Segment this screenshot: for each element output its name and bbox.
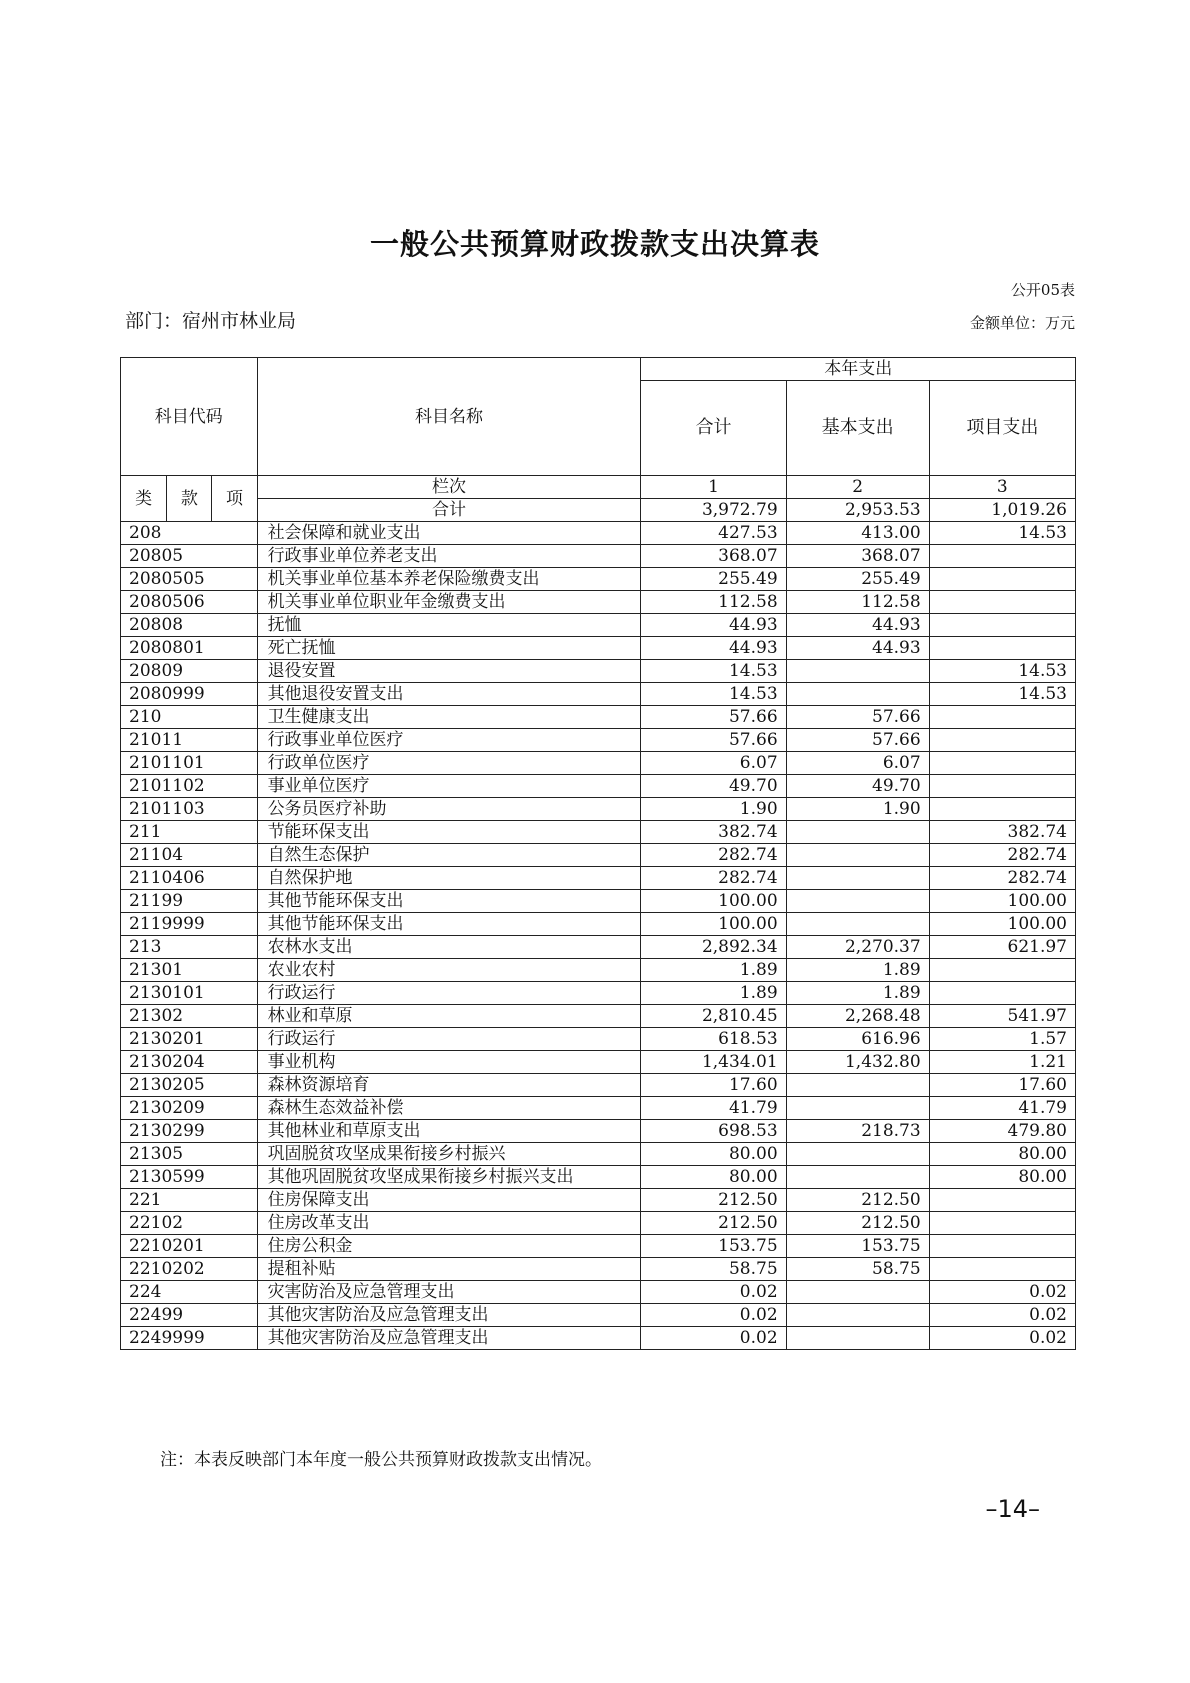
row-code: 221 [121,1189,258,1212]
row-total: 0.02 [641,1281,786,1304]
row-total: 0.02 [641,1304,786,1327]
row-name: 其他巩固脱贫攻坚成果衔接乡村振兴支出 [257,1166,641,1189]
row-total: 698.53 [641,1120,786,1143]
row-project: 282.74 [929,844,1075,867]
row-name: 其他节能环保支出 [257,890,641,913]
row-name: 行政事业单位养老支出 [257,545,641,568]
row-code: 2080506 [121,591,258,614]
table-row [121,729,1076,752]
row-name: 农业农村 [257,959,641,982]
row-total: 618.53 [641,1028,786,1051]
table-row [121,867,1076,890]
row-project: 0.02 [929,1304,1075,1327]
table-row [121,1120,1076,1143]
table-row [121,522,1076,545]
row-project [929,1189,1075,1212]
header-column-order: 栏次 [257,476,641,499]
table-row [121,1327,1076,1350]
row-code: 2210201 [121,1235,258,1258]
row-basic: 2,270.37 [786,936,929,959]
table-row [121,844,1076,867]
row-basic [786,890,929,913]
header-basic: 基本支出 [786,381,929,476]
header-current-year: 本年支出 [641,358,1076,381]
row-total: 212.50 [641,1212,786,1235]
row-project [929,1235,1075,1258]
table-row [121,1304,1076,1327]
row-basic [786,660,929,683]
row-code: 2210202 [121,1258,258,1281]
table-row [121,775,1076,798]
row-name: 其他节能环保支出 [257,913,641,936]
row-basic: 153.75 [786,1235,929,1258]
row-code: 2110406 [121,867,258,890]
row-code: 2130599 [121,1166,258,1189]
table-row [121,545,1076,568]
row-basic: 58.75 [786,1258,929,1281]
table-row [121,1281,1076,1304]
row-basic: 6.07 [786,752,929,775]
row-total: 112.58 [641,591,786,614]
row-code: 2249999 [121,1327,258,1350]
header-project: 项目支出 [929,381,1075,476]
row-basic: 1.89 [786,959,929,982]
row-total: 44.93 [641,614,786,637]
row-name: 住房公积金 [257,1235,641,1258]
header-subject-name: 科目名称 [257,358,641,476]
row-name: 抚恤 [257,614,641,637]
row-project [929,545,1075,568]
row-total: 100.00 [641,890,786,913]
row-project: 14.53 [929,522,1075,545]
table-row [121,1074,1076,1097]
row-project: 0.02 [929,1327,1075,1350]
row-name: 住房保障支出 [257,1189,641,1212]
row-basic: 368.07 [786,545,929,568]
row-code: 2101102 [121,775,258,798]
row-basic [786,1143,929,1166]
row-name: 森林资源培育 [257,1074,641,1097]
row-total: 1,434.01 [641,1051,786,1074]
row-code: 21104 [121,844,258,867]
row-name: 其他退役安置支出 [257,683,641,706]
row-total: 153.75 [641,1235,786,1258]
row-basic [786,1074,929,1097]
page-title: 一般公共预算财政拨款支出决算表 [369,227,820,261]
header-col3: 3 [929,476,1075,499]
table-row [121,1258,1076,1281]
row-basic [786,844,929,867]
row-total: 6.07 [641,752,786,775]
row-name: 退役安置 [257,660,641,683]
row-basic: 112.58 [786,591,929,614]
row-code: 2130299 [121,1120,258,1143]
row-total: 80.00 [641,1143,786,1166]
row-code: 2130205 [121,1074,258,1097]
total-row-basic: 2,953.53 [786,499,929,522]
row-basic [786,1281,929,1304]
table-row [121,614,1076,637]
row-total: 57.66 [641,706,786,729]
row-total: 282.74 [641,867,786,890]
row-name: 提租补贴 [257,1258,641,1281]
row-code: 21011 [121,729,258,752]
row-basic [786,913,929,936]
row-project: 0.02 [929,1281,1075,1304]
row-project: 382.74 [929,821,1075,844]
row-project: 17.60 [929,1074,1075,1097]
page-number: –14– [985,1495,1040,1523]
row-code: 213 [121,936,258,959]
row-project [929,706,1075,729]
table-row [121,890,1076,913]
row-code: 2130201 [121,1028,258,1051]
table-row [121,752,1076,775]
row-basic [786,867,929,890]
row-total: 100.00 [641,913,786,936]
row-code: 2101103 [121,798,258,821]
row-basic: 413.00 [786,522,929,545]
row-name: 其他林业和草原支出 [257,1120,641,1143]
row-name: 其他灾害防治及应急管理支出 [257,1327,641,1350]
row-code: 21301 [121,959,258,982]
row-basic: 218.73 [786,1120,929,1143]
row-project: 100.00 [929,913,1075,936]
row-name: 行政单位医疗 [257,752,641,775]
row-project [929,1212,1075,1235]
amount-unit-label: 金额单位：万元 [969,314,1075,332]
row-name: 自然保护地 [257,867,641,890]
total-row-label: 合计 [257,499,641,522]
row-basic: 44.93 [786,637,929,660]
row-code: 2130204 [121,1051,258,1074]
row-total: 14.53 [641,660,786,683]
row-project: 1.21 [929,1051,1075,1074]
row-code: 20805 [121,545,258,568]
row-name: 机关事业单位基本养老保险缴费支出 [257,568,641,591]
row-code: 2080505 [121,568,258,591]
row-project: 282.74 [929,867,1075,890]
row-project [929,637,1075,660]
row-total: 41.79 [641,1097,786,1120]
row-project [929,1258,1075,1281]
row-project: 14.53 [929,660,1075,683]
row-basic [786,1304,929,1327]
row-project: 80.00 [929,1143,1075,1166]
row-code: 2130209 [121,1097,258,1120]
row-project [929,959,1075,982]
table-row [121,683,1076,706]
row-total: 382.74 [641,821,786,844]
table-row [121,1212,1076,1235]
row-basic: 255.49 [786,568,929,591]
row-name: 公务员医疗补助 [257,798,641,821]
row-basic: 616.96 [786,1028,929,1051]
table-body [121,522,1076,1350]
row-name: 死亡抚恤 [257,637,641,660]
table-row [121,1005,1076,1028]
table-row [121,1189,1076,1212]
row-name: 农林水支出 [257,936,641,959]
row-basic: 1.90 [786,798,929,821]
row-project: 41.79 [929,1097,1075,1120]
table-row [121,821,1076,844]
row-total: 14.53 [641,683,786,706]
row-total: 57.66 [641,729,786,752]
row-code: 2119999 [121,913,258,936]
row-total: 17.60 [641,1074,786,1097]
row-project [929,729,1075,752]
row-code: 21302 [121,1005,258,1028]
row-name: 事业机构 [257,1051,641,1074]
row-project: 621.97 [929,936,1075,959]
table-row [121,982,1076,1005]
department-label: 部门：宿州市林业局 [125,310,297,332]
row-project: 14.53 [929,683,1075,706]
row-basic [786,1166,929,1189]
table-row [121,936,1076,959]
row-code: 2080999 [121,683,258,706]
row-name: 巩固脱贫攻坚成果衔接乡村振兴 [257,1143,641,1166]
header-lei: 类 [121,476,167,522]
row-basic: 2,268.48 [786,1005,929,1028]
row-project [929,798,1075,821]
row-name: 节能环保支出 [257,821,641,844]
row-project [929,982,1075,1005]
header-col2: 2 [786,476,929,499]
row-project [929,614,1075,637]
table-row [121,591,1076,614]
row-total: 49.70 [641,775,786,798]
row-code: 2101101 [121,752,258,775]
row-name: 林业和草原 [257,1005,641,1028]
table-row [121,1051,1076,1074]
row-project [929,568,1075,591]
row-code: 2130101 [121,982,258,1005]
row-code: 208 [121,522,258,545]
table-row [121,1028,1076,1051]
header-subject-code: 科目代码 [121,358,258,476]
row-project [929,591,1075,614]
total-row-project: 1,019.26 [929,499,1075,522]
row-project: 80.00 [929,1166,1075,1189]
row-name: 社会保障和就业支出 [257,522,641,545]
row-basic: 212.50 [786,1189,929,1212]
table-row [121,706,1076,729]
row-name: 住房改革支出 [257,1212,641,1235]
row-total: 212.50 [641,1189,786,1212]
table-row [121,959,1076,982]
row-total: 255.49 [641,568,786,591]
table-row [121,1143,1076,1166]
row-code: 22499 [121,1304,258,1327]
header-kuan: 款 [167,476,212,522]
row-total: 368.07 [641,545,786,568]
row-total: 282.74 [641,844,786,867]
row-code: 2080801 [121,637,258,660]
row-name: 森林生态效益补偿 [257,1097,641,1120]
row-total: 2,892.34 [641,936,786,959]
row-name: 自然生态保护 [257,844,641,867]
row-basic: 212.50 [786,1212,929,1235]
row-total: 1.89 [641,959,786,982]
row-code: 21199 [121,890,258,913]
row-code: 22102 [121,1212,258,1235]
row-basic: 44.93 [786,614,929,637]
row-name: 卫生健康支出 [257,706,641,729]
row-project [929,775,1075,798]
total-row-total: 3,972.79 [641,499,786,522]
row-name: 机关事业单位职业年金缴费支出 [257,591,641,614]
table-row [121,798,1076,821]
row-basic: 49.70 [786,775,929,798]
row-total: 0.02 [641,1327,786,1350]
row-project: 100.00 [929,890,1075,913]
row-total: 58.75 [641,1258,786,1281]
row-total: 1.90 [641,798,786,821]
row-name: 行政事业单位医疗 [257,729,641,752]
row-name: 行政运行 [257,982,641,1005]
row-basic [786,1327,929,1350]
row-project: 541.97 [929,1005,1075,1028]
row-basic: 1,432.80 [786,1051,929,1074]
row-name: 其他灾害防治及应急管理支出 [257,1304,641,1327]
row-total: 1.89 [641,982,786,1005]
row-total: 80.00 [641,1166,786,1189]
row-code: 210 [121,706,258,729]
row-basic [786,821,929,844]
header-col1: 1 [641,476,786,499]
row-project: 479.80 [929,1120,1075,1143]
row-basic: 57.66 [786,706,929,729]
form-number: 公开05表 [1010,281,1075,299]
row-name: 灾害防治及应急管理支出 [257,1281,641,1304]
row-code: 20809 [121,660,258,683]
row-total: 2,810.45 [641,1005,786,1028]
table-row [121,637,1076,660]
row-code: 224 [121,1281,258,1304]
row-name: 事业单位医疗 [257,775,641,798]
row-basic [786,683,929,706]
row-basic [786,1097,929,1120]
footnote: 注：本表反映部门本年度一般公共预算财政拨款支出情况。 [160,1450,602,1470]
table-row [121,1097,1076,1120]
header-xiang: 项 [212,476,257,522]
header-total: 合计 [641,381,786,476]
table-row [121,913,1076,936]
expenditure-table [120,357,1076,1350]
row-project [929,752,1075,775]
row-code: 21305 [121,1143,258,1166]
table-row [121,1166,1076,1189]
row-total: 427.53 [641,522,786,545]
table-row [121,1235,1076,1258]
row-name: 行政运行 [257,1028,641,1051]
table-row [121,660,1076,683]
row-project: 1.57 [929,1028,1075,1051]
row-total: 44.93 [641,637,786,660]
row-code: 20808 [121,614,258,637]
row-basic: 57.66 [786,729,929,752]
row-code: 211 [121,821,258,844]
table-row [121,568,1076,591]
row-basic: 1.89 [786,982,929,1005]
